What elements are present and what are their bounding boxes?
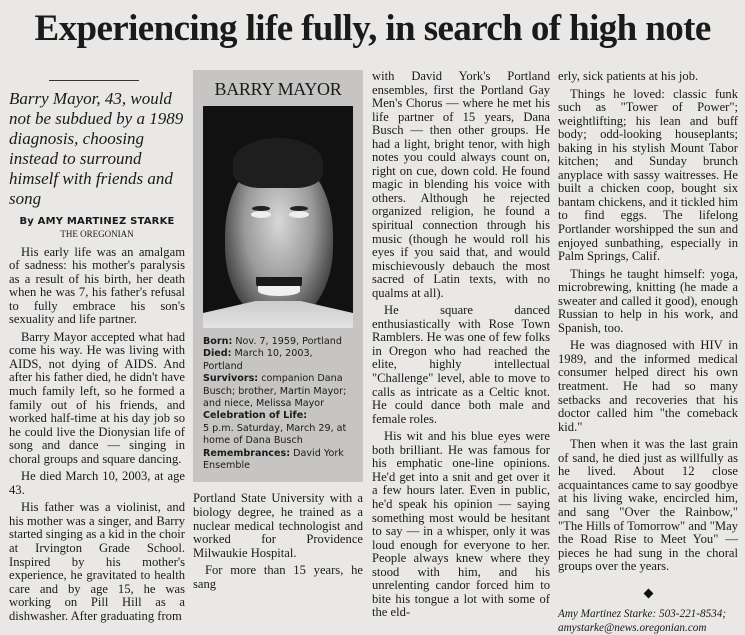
divider [49,80,139,81]
paragraph: His father was a violinist, and his mother was a singer, and Barry started singing as a kid in the choir at Irvington Grade School. Inspired by his mother's experience, he gravitated to health care and by age 15, he was working on Pill Hill as a dishwasher. After graduating from [9,500,185,623]
fact-died: Died: March 10, 2003, Portland [203,348,313,372]
paragraph: Then when it was the last grain of sand, he died just as willfully as he lived. About 12 close acquaintances came to say goodbye at his living wake, encircled him, and sang "Over the Rainbow," "The Hills of Tomorrow" and "May the Road Rise to Meet You" — pieces he had sung in the choral groups over the years. [558,437,738,574]
paragraph: He died March 10, 2003, at age 43. [9,469,185,497]
byline [9,215,185,240]
obituary-info-box [193,70,363,482]
headline-container [5,6,740,52]
author-phone: Amy Martinez Starke: 503-221-8534; [558,607,727,620]
paragraph: Things he loved: classic funk such as "Tower of Power"; weightlifting; his lean and buff body; odd-looking houseplants; baking in his stylish Mount Tabor kitchen; and Sunday brunch anyplace with sassy waitresses. He built a chicken coop, bought six bantam chickens, and it tickled him to find eggs. The lifelong Portlander worshipped the sun and enjoyed sunbathing, especially in Palm Springs, Calif. [558,86,738,264]
article-column-3 [372,70,550,624]
paragraph: Portland State University with a biology degree, he trained as a nuclear medical technologist and worked for Providence Milwaukie Hospital. [193,491,363,560]
paragraph: Things he taught himself: yoga, microbrewing, knitting (he made a sweater and called it good), enough Russian to help in his work, and Spanish, too. [558,266,738,335]
byline-author: By AMY MARTINEZ STARKE [19,216,175,227]
end-mark-diamond-icon [643,588,653,598]
box-title: BARRY MAYOR [214,79,342,99]
deck: Barry Mayor, 43, would not be subdued by a 1989 diagnosis, choosing instead to surround himself with friends and song [9,89,184,208]
paragraph: His wit and his blue eyes were both brilliant. He was famous for his emphatic one-line opinions. He'd get into a snit and get over it a few hours later. Even in public, he'd speak his opinion — saying something most would be hesitant to say — in a whisper, only it was loud enough for everyone to her. People always knew where they stood with him, and his unrelenting candor forced him to bite his tongue a lot with some of the eld- [372,429,550,620]
paragraph: For more than 15 years, he sang [193,563,363,591]
obituary-facts [203,336,353,472]
fact-born: Born: Nov. 7, 1959, Portland [203,336,342,347]
paragraph: His early life was an amalgam of sadness: his mother's paralysis as a result of his birth, her death when he was 7, his father's refusal to fully embrace his son's sexuality and life partner. [9,244,185,327]
article-column-1 [9,62,185,627]
paragraph: with David York's Portland ensembles, first the Portland Gay Men's Chorus — where he met his life partner of 15 years, Dana Busch — then other groups. He had a light, bright tenor, with high notes you could always count on, right on cue, down cold. He found magic in blending his voice with others. Although he rejected organized religion, he found a spiritual connection through his music (though he would roll his eyes if you said that, and would mischievously debauch the most sacred of Latin texts, with no qualms at all). [372,69,550,300]
portrait-photo [203,106,353,328]
headline: Experiencing life fully, in search of high note [34,8,711,49]
paragraph: He was diagnosed with HIV in 1989, and the informed medical consumer helped direct his own treatment. He had so many setbacks and recoveries that his doctor called him "the comeback kid." [558,338,738,434]
paragraph: He square danced enthusiastically with Rose Town Ramblers. He was one of few folks in Oregon who had reached the elite, highly intellectual "Challenge" level, able to move to calls as intricate as a Celtic knot. He could dance both male and female roles. [372,303,550,426]
author-email: amystarke@news.oregonian.com [558,621,707,634]
article-column-2 [193,62,363,595]
fact-survivors: Survivors: companion Dana Busch; brother, Martin Mayor; and niece, Melissa Mayor [203,373,347,410]
fact-celebration: Celebration of Life: 5 p.m. Saturday, March 29, at home of Dana Busch [203,410,347,447]
author-contact [558,607,738,635]
fact-remembrances: Remembrances: David York Ensemble [203,447,344,472]
paragraph: erly, sick patients at his job. [558,69,699,83]
article-column-4 [558,70,738,635]
paragraph: Barry Mayor accepted what had come his way. He was living with AIDS, not dying of AIDS. And after his father died, he didn't have much family left, so he formed a family out of his friends, and worked half-time at his day job so he could live the Dionysian life of song and dance — singing in choral groups and square dancing. [9,329,185,466]
byline-outlet: THE OREGONIAN [60,228,134,239]
